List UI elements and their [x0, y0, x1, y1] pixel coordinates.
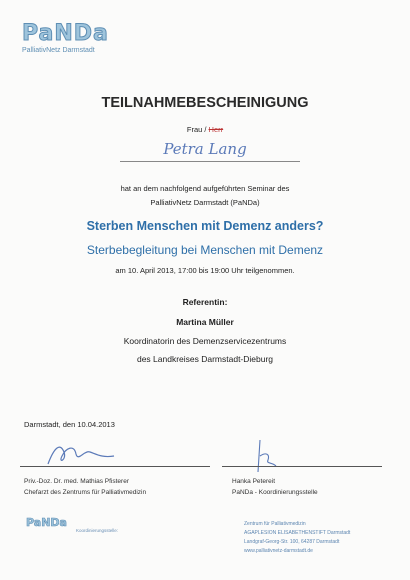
footer-address-2: AGAPLESION ELISABETHENSTIFT Darmstadt [244, 530, 351, 536]
panda-logo [22, 22, 109, 54]
logo-text: PaNDa [22, 21, 109, 46]
speaker-name: Martina Müller [176, 317, 234, 327]
footer-address-3: Landgraf-Georg-Str. 100, 64287 Darmstadt [244, 539, 340, 545]
logo-subtitle: PalliativNetz Darmstadt [22, 47, 95, 54]
intro-line-1: hat an dem nachfolgend aufgeführten Seminar des [120, 184, 290, 193]
footer-logo: PaNDa [26, 516, 67, 529]
name-underline [120, 161, 300, 162]
intro-line-2: PalliativNetz Darmstadt (PaNDa) [150, 198, 260, 207]
seminar-headline: Sterben Menschen mit Demenz anders? [86, 219, 324, 233]
seminar-date: am 10. April 2013, 17:00 bis 19:00 Uhr teilgenommen. [115, 266, 295, 275]
seminar-subheadline: Sterbebegleitung bei Menschen mit Demenz [86, 243, 324, 257]
certificate-title: TEILNAHMEBESCHEINIGUNG [101, 95, 309, 111]
salutation-herr-struck: Herr [208, 125, 224, 134]
signatory-right-name: Hanka Petereit [232, 478, 275, 485]
footer-address-1: Zentrum für Palliativmedizin [244, 521, 306, 527]
signatory-left-title: Chefarzt des Zentrums für Palliativmedizin [24, 489, 147, 496]
salutation-frau: Frau / [186, 125, 207, 134]
signature-rule-right [222, 466, 382, 467]
place-date: Darmstadt, den 10.04.2013 [24, 420, 115, 429]
participant-name: Petra Lang [163, 140, 247, 158]
footer-address [244, 520, 350, 556]
signature-rule-left [20, 466, 210, 467]
speaker-role-1: Koordinatorin des Demenzservicezentrums [123, 336, 287, 346]
signature-left-icon [40, 438, 130, 468]
footer-coordination-label: Koordinierungsstelle: [76, 528, 119, 533]
signature-right-icon [252, 436, 282, 474]
signatory-left-name: Priv.-Doz. Dr. med. Mathias Pfisterer [24, 478, 129, 485]
salutation [0, 125, 410, 134]
signatory-right-title: PaNDa - Koordinierungsstelle [232, 489, 318, 496]
speaker-role-2: des Landkreises Darmstadt-Dieburg [136, 354, 274, 364]
signatory-right [232, 476, 318, 498]
signatory-left [24, 476, 146, 498]
speaker-label: Referentin: [182, 297, 228, 307]
footer-address-4: www.palliativnetz-darmstadt.de [244, 548, 313, 554]
